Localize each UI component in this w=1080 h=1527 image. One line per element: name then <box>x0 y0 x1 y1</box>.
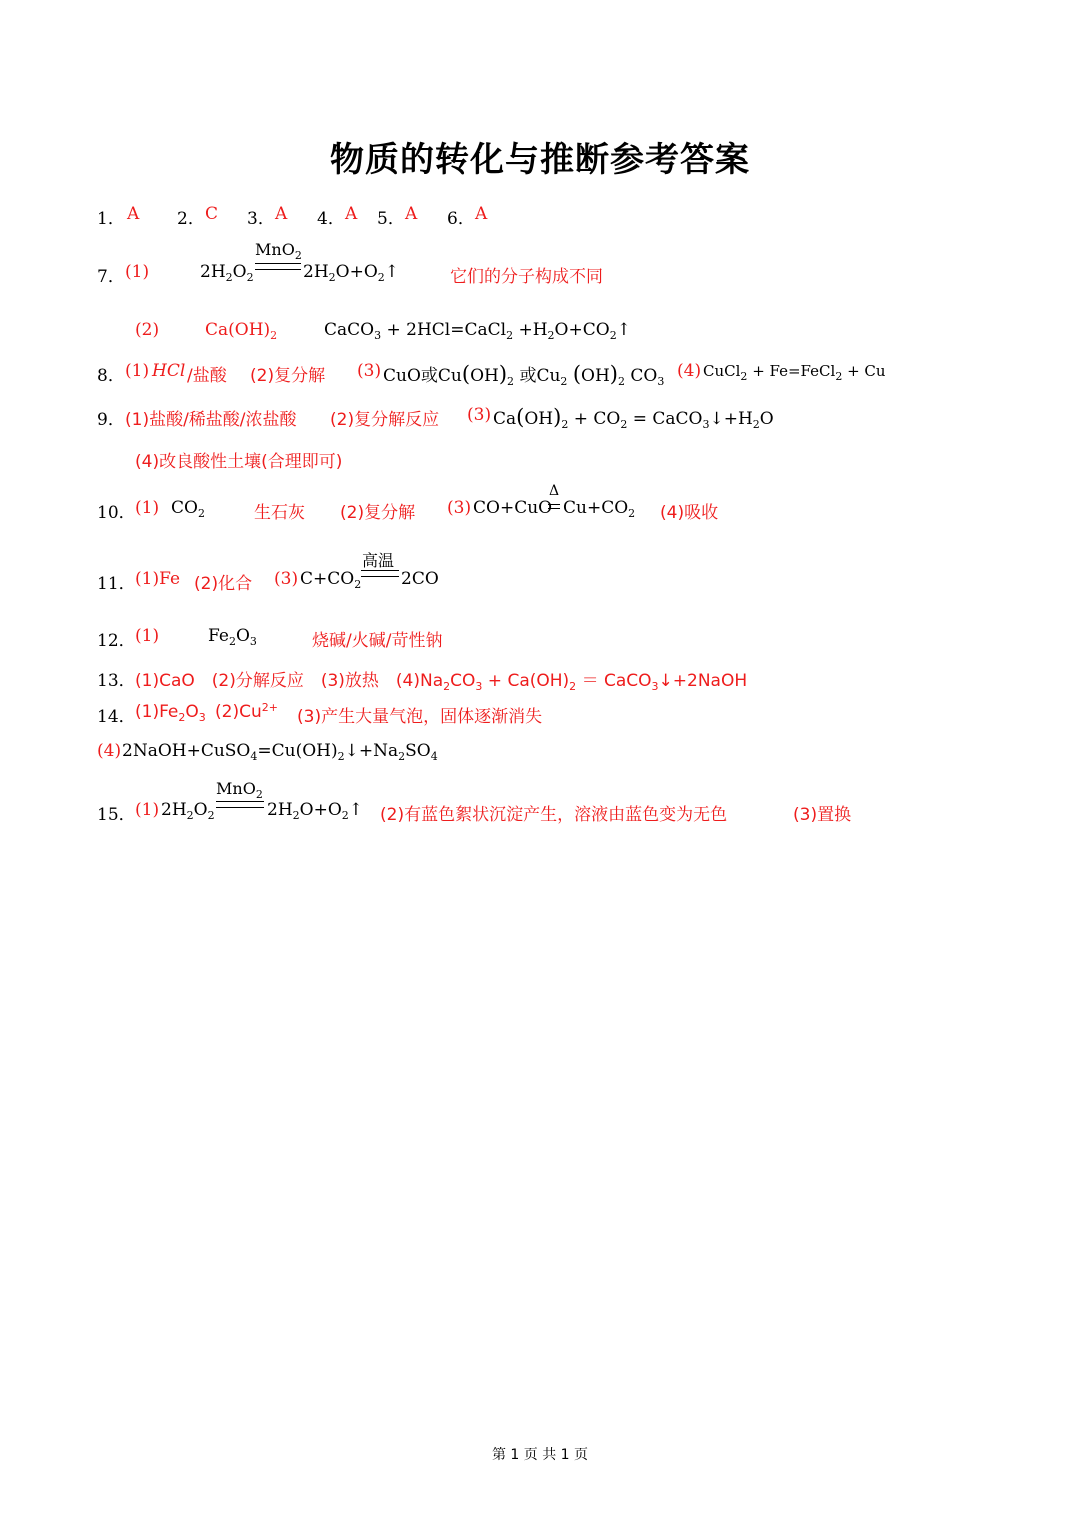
q10-part4: (4)吸收 <box>660 503 719 523</box>
q1-num: 1． <box>97 209 125 229</box>
q7-part2-label: (2) <box>135 320 160 340</box>
q7-row2 <box>97 320 697 344</box>
q8-num: 8． <box>97 366 125 386</box>
q15-part1-label: (1) <box>135 800 160 820</box>
answers-1-6 <box>97 204 517 228</box>
q11-part3-reactants: $C+CO_2$ <box>300 569 362 591</box>
q9-part1: (1)盐酸/稀盐酸/浓盐酸 <box>125 410 297 430</box>
q4-num: 4． <box>317 209 345 229</box>
q8-part4-label: (4) <box>677 361 702 381</box>
q8-part1-formula: HCl <box>152 361 186 381</box>
q15-part1-products: $2H_2O+O_2↑$ <box>267 800 364 822</box>
q11-high-temp: 高温 <box>362 551 395 570</box>
q2-answer: C <box>205 204 219 224</box>
q7-equation-2: CaCO$_3$ + 2HCl=CaCl$_2$ $+H_2O+CO_2↑$ <box>324 320 631 342</box>
q8-part3-answer: CuO或$Cu(OH)_2$ 或$Cu_2$ $(OH)_2$ $CO_3$ <box>383 362 665 388</box>
q7-row1 <box>97 240 697 288</box>
q7-products: $2H_2O+O_2↑$ <box>303 262 400 284</box>
q13-row <box>97 666 777 693</box>
q3-num: 3． <box>247 209 275 229</box>
page-title: 物质的转化与推断参考答案 <box>330 140 750 180</box>
q9-part4: (4)改良酸性土壤(合理即可) <box>135 452 343 472</box>
q15-catalyst: MnO$_2$ <box>216 779 263 801</box>
q8-part2: (2)复分解 <box>250 366 326 386</box>
q15-num: 15． <box>97 805 136 825</box>
q12-part1-formula: $Fe_2O_3$ <box>208 626 257 648</box>
q15-part1-reactant: $2H_2O_2$ <box>161 800 215 822</box>
q10-part3-products: $Cu+CO_2$ <box>563 498 636 520</box>
q7-equals-sign <box>255 263 301 270</box>
q9-part3-label: (3) <box>467 405 492 425</box>
q1-answer: A <box>127 204 140 224</box>
q15-equals-sign <box>216 801 264 808</box>
q6-answer: A <box>475 204 488 224</box>
q12-part2: 烧碱/火碱/苛性钠 <box>312 631 443 651</box>
q14-part4-label: (4) <box>97 741 122 761</box>
q14-row1 <box>97 702 577 726</box>
q12-num: 12． <box>97 631 136 651</box>
q12-row <box>97 626 477 650</box>
q10-part3-label: (3) <box>447 498 472 518</box>
q10-num: 10． <box>97 503 136 523</box>
q14-part3: (3)产生大量气泡，固体逐渐消失 <box>297 707 543 727</box>
q10-row <box>97 483 737 526</box>
q8-row <box>97 361 977 387</box>
q14-num: 14． <box>97 707 136 727</box>
q13-num: 13． <box>97 671 136 691</box>
q5-num: 5． <box>377 209 405 229</box>
q8-part3-label: (3) <box>357 361 382 381</box>
q7-catalyst: MnO$_2$ <box>255 240 302 262</box>
q15-part3: (3)置换 <box>793 805 852 825</box>
q9-row2 <box>97 447 397 471</box>
q7-part2-answer: $Ca(OH)_2$ <box>205 320 278 342</box>
q10-part1-formula: $CO_2$ <box>171 498 205 520</box>
q8-part1-label: (1) <box>125 361 150 381</box>
q14-row2 <box>97 741 437 767</box>
q3-answer: A <box>275 204 288 224</box>
q14-part4-equation: $2NaOH+CuSO_4=Cu(OH)_2↓+Na_2SO_4$ <box>122 741 438 763</box>
q11-part2: (2)化合 <box>194 574 253 594</box>
q7-part1-label: (1) <box>125 262 150 282</box>
q12-part1-label: (1) <box>135 626 160 646</box>
page-footer: 第 1 页 共 1 页 <box>491 1447 589 1463</box>
q10-heat-symbol: Δ <box>549 483 560 499</box>
q6-num: 6． <box>447 209 475 229</box>
q13-answers: (1)CaO (2)分解反应 (3)放热 $(4)Na_2CO_3 + Ca(OH)_2$ ＝ CaCO$_3$↓+2NaOH <box>135 671 748 693</box>
q11-equals-sign <box>361 570 399 577</box>
q14-part1: $(1)Fe_2O_3$ <box>135 702 206 724</box>
q9-num: 9． <box>97 410 125 430</box>
q11-part1: (1)Fe <box>135 569 181 589</box>
q10-equals-sign <box>548 504 560 509</box>
q15-part2: (2)有蓝色絮状沉淀产生，溶液由蓝色变为无色 <box>380 805 728 825</box>
q10-part2: (2)复分解 <box>340 503 416 523</box>
q9-part3-equation: $Ca(OH)_2 + CO_2$ = $CaCO_3↓+H_2O$ <box>493 405 774 431</box>
q11-row <box>97 551 457 595</box>
q10-part3-reactants: CO+CuO <box>473 498 553 518</box>
q10-part1-label: (1) <box>135 498 160 518</box>
q14-part2: $(2)Cu^{2+}$ <box>215 701 278 722</box>
q15-row <box>97 779 867 826</box>
q8-or-2: 或 <box>519 366 537 386</box>
q10-part1-name: 生石灰 <box>254 503 305 523</box>
q5-answer: A <box>405 204 418 224</box>
q4-answer: A <box>345 204 358 224</box>
q8-part1-name: /盐酸 <box>187 366 227 386</box>
q8-or-1: 或 <box>420 366 438 386</box>
q8-part4-equation: CuCl$_2$ + Fe=FeCl$_2$ + Cu <box>703 362 886 383</box>
q11-num: 11． <box>97 574 136 594</box>
q7-note: 它们的分子构成不同 <box>450 267 603 287</box>
q11-part3-label: (3) <box>274 569 299 589</box>
q9-row1 <box>97 405 797 433</box>
q2-num: 2． <box>177 209 205 229</box>
q7-num: 7． <box>97 267 125 287</box>
q9-part2: (2)复分解反应 <box>330 410 440 430</box>
q11-part3-products: 2CO <box>401 569 439 589</box>
q7-equation: $2H_2O_2$ <box>200 262 254 284</box>
